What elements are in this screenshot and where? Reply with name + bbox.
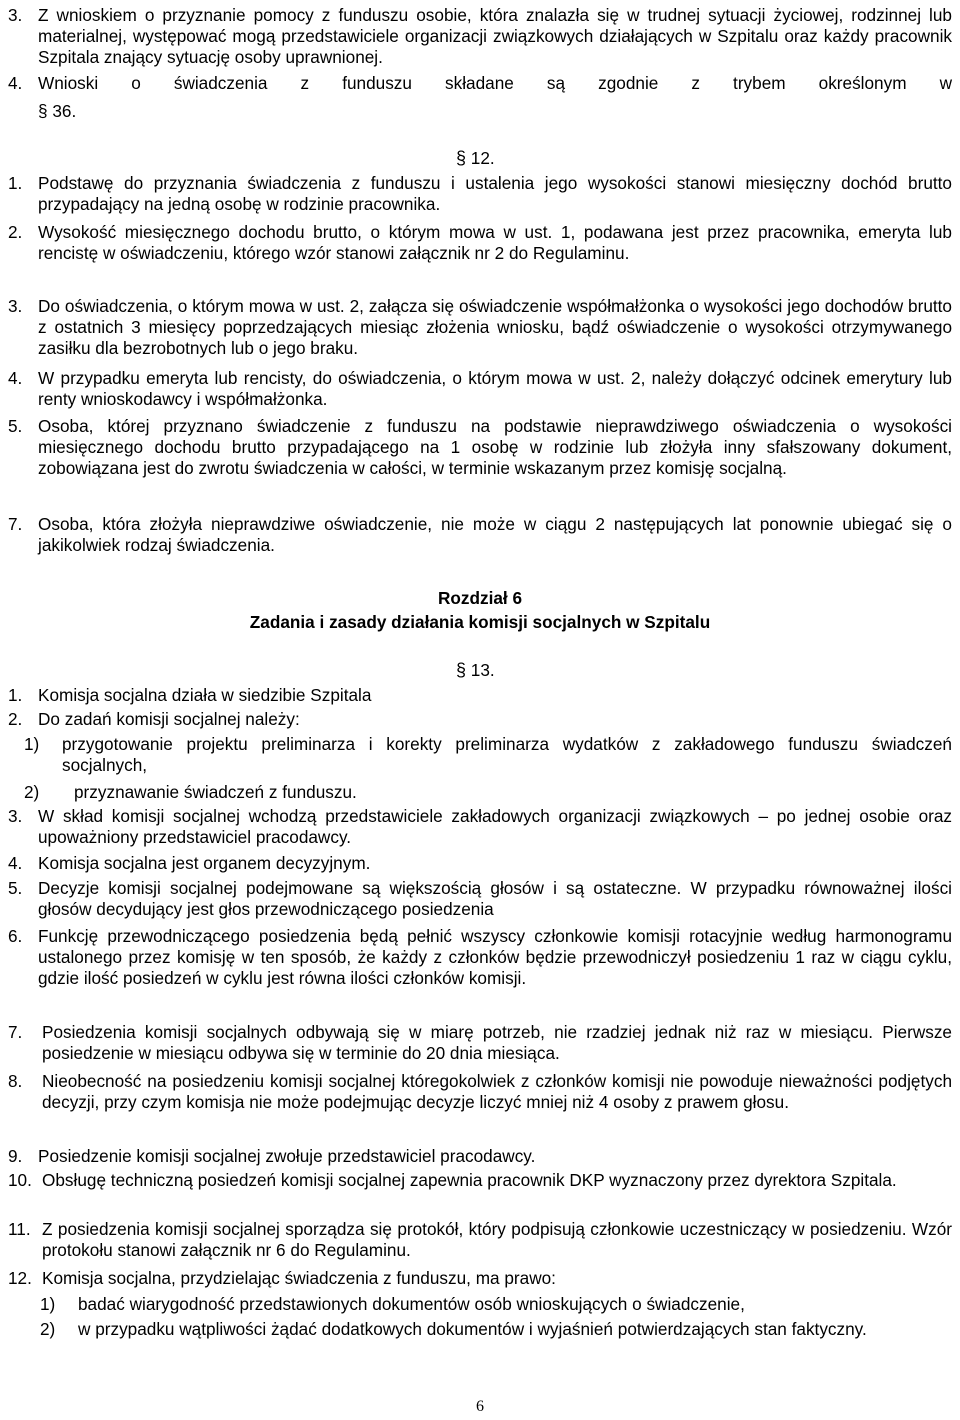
- item-text: Posiedzenie komisji socjalnej zwołuje przedstawiciel pracodawcy.: [38, 1146, 536, 1166]
- list-item: [8, 878, 952, 920]
- item-number: 9.: [8, 1146, 23, 1166]
- list-item: [8, 1146, 952, 1167]
- section-number: 13.: [470, 660, 495, 680]
- item-text: Posiedzenia komisji socjalnych odbywają się w miarę potrzeb, nie rzadziej jednak niż raz w miesiącu. Pierwsze posiedzenie w miesiącu odbywa się w terminie do 20 dnia miesiąca.: [42, 1022, 952, 1063]
- list-item: [8, 853, 952, 874]
- list-item: [8, 5, 952, 68]
- list-item: [8, 709, 952, 730]
- paragraph-symbol: §: [456, 148, 467, 168]
- reference-text: 36.: [52, 101, 77, 121]
- list-item: [8, 416, 952, 479]
- chapter-subtitle: Zadania i zasady działania komisji socjalnych w Szpitalu: [249, 612, 711, 632]
- item-number: 3.: [8, 806, 23, 826]
- item-text: przygotowanie projektu preliminarza i korekty preliminarza wydatków z zakładowego funduszu świadczeń socjalnych,: [62, 734, 952, 775]
- item-number: 4.: [8, 73, 23, 93]
- item-text: Komisja socjalna jest organem decyzyjnym.: [38, 853, 371, 873]
- list-item: [8, 1268, 952, 1289]
- list-item: [8, 1022, 952, 1064]
- item-text: Osoba, która złożyła nieprawdziwe oświadczenie, nie może w ciągu 2 następujących lat ponownie ubiegać się o jakikolwiek rodzaj świadczenia.: [38, 514, 952, 555]
- item-text: Nieobecność na posiedzeniu komisji socjalnej któregokolwiek z członków komisji nie powoduje nieważności podjętych decyzji, przy czym komisja nie może podejmując decyzje liczyć mniej niż 4 osoby z prawem głosu.: [42, 1071, 952, 1112]
- item-number: 5.: [8, 416, 23, 436]
- page-number: 6: [476, 1398, 484, 1415]
- item-number: 2): [24, 782, 40, 802]
- paragraph-symbol: §: [456, 660, 467, 680]
- section-heading: [456, 660, 495, 681]
- list-item: [8, 806, 952, 848]
- list-item: [8, 222, 952, 264]
- item-number: 2.: [8, 709, 23, 729]
- item-text: Wnioski o świadczenia z funduszu składane są zgodnie z trybem określonym w: [38, 73, 952, 93]
- item-text: Komisja socjalna, przydzielając świadczenia z funduszu, ma prawo:: [42, 1268, 556, 1288]
- item-number: 3.: [8, 296, 23, 316]
- item-number: 11.: [8, 1219, 31, 1239]
- item-text: Z wnioskiem o przyznanie pomocy z funduszu osobie, która znalazła się w trudnej sytuacji życiowej, rodzinnej lub materialnej, występować mogą przedstawiciele organizacji związkowych działających w Szpitalu oraz każdy pracownik Szpitala znający sytuację osoby uprawnionej.: [38, 5, 952, 67]
- sub-list-item: [24, 782, 952, 803]
- item-number: 7.: [8, 514, 23, 534]
- list-item: [8, 514, 952, 556]
- item-text: Do oświadczenia, o którym mowa w ust. 2, załącza się oświadczenie współmałżonka o wysokości jego dochodów brutto z ostatnich 3 miesięcy poprzedzających miesiąc złożenia wniosku, bądź oświadczenie o wysokości otrzymywanego zasiłku dla bezrobotnych lub o jego braku.: [38, 296, 952, 358]
- item-text: Decyzje komisji socjalnej podejmowane są większością głosów i są ostateczne. W przypadku równoważnej ilości głosów decydujący jest głos przewodniczącego posiedzenia: [38, 878, 952, 919]
- item-number: 8.: [8, 1071, 23, 1091]
- item-number: 5.: [8, 878, 23, 898]
- item-number: 1): [24, 734, 40, 754]
- item-number: 4.: [8, 368, 23, 388]
- list-item: [8, 1071, 952, 1113]
- item-text: Podstawę do przyznania świadczenia z funduszu i ustalenia jego wysokości stanowi miesięczny dochód brutto przypadający na jedną osobę w rodzinie pracownika.: [38, 173, 952, 214]
- list-item: [8, 368, 952, 410]
- list-item: [8, 926, 952, 989]
- item-text: Do zadań komisji socjalnej należy:: [38, 709, 300, 729]
- sub-list-item: [24, 734, 952, 776]
- list-item: [8, 1170, 952, 1191]
- item-text: badać wiarygodność przedstawionych dokumentów osób wnioskujących o świadczenie,: [78, 1294, 745, 1314]
- item-number: 4.: [8, 853, 23, 873]
- item-text: Funkcję przewodniczącego posiedzenia będą pełnić wszyscy członkowie komisji rotacyjnie według harmonogramu ustalonego przez komisję w ten sposób, że każdy z członków będzie przewodniczył posiedzeniu 1 raz w ciągu cyklu, gdzie ilość posiedzeń w cyklu jest równa ilości członków komisji.: [38, 926, 952, 988]
- sub-list-item: [40, 1294, 952, 1315]
- sub-list-item: [40, 1319, 952, 1340]
- item-number: 3.: [8, 5, 23, 25]
- item-text: Komisja socjalna działa w siedzibie Szpitala: [38, 685, 372, 705]
- item-number: 7.: [8, 1022, 23, 1042]
- chapter-title: Rozdział 6: [437, 588, 523, 608]
- item-number: 1.: [8, 685, 23, 705]
- paragraph-symbol: §: [38, 101, 48, 121]
- item-number: 1.: [8, 173, 23, 193]
- item-number: 2.: [8, 222, 23, 242]
- item-text: Wysokość miesięcznego dochodu brutto, o którym mowa w ust. 1, podawana jest przez pracownika, emeryta lub rencistę w oświadczeniu, którego wzór stanowi załącznik nr 2 do Regulaminu.: [38, 222, 952, 263]
- item-text: przyznawanie świadczeń z funduszu.: [74, 782, 357, 802]
- item-number: 10.: [8, 1170, 32, 1190]
- item-text: Z posiedzenia komisji socjalnej sporządza się protokół, który podpisują członkowie uczestniczący w posiedzeniu. Wzór protokołu stanowi załącznik nr 6 do Regulaminu.: [42, 1219, 952, 1260]
- list-item: [8, 173, 952, 215]
- list-item: [8, 685, 952, 706]
- item-text: Obsługę techniczną posiedzeń komisji socjalnej zapewnia pracownik DKP wyznaczony przez dyrektora Szpitala.: [42, 1170, 897, 1190]
- item-number: 1): [40, 1294, 56, 1314]
- section-number: 12.: [470, 148, 495, 168]
- item-text: W przypadku emeryta lub rencisty, do oświadczenia, o którym mowa w ust. 2, należy dołączyć odcinek emerytury lub renty wnioskodawcy i współmałżonka.: [38, 368, 952, 409]
- item-number: 12.: [8, 1268, 32, 1288]
- item-text: w przypadku wątpliwości żądać dodatkowych dokumentów i wyjaśnień potwierdzających stan faktyczny.: [78, 1319, 867, 1339]
- item-text: W skład komisji socjalnej wchodzą przedstawiciele zakładowych organizacji związkowych – po jednej osobie oraz upoważniony przedstawiciel pracodawcy.: [38, 806, 952, 847]
- item-number: 6.: [8, 926, 23, 946]
- list-item: [8, 296, 952, 359]
- item-number: 2): [40, 1319, 56, 1339]
- section-heading: [456, 148, 495, 169]
- list-item: [8, 1219, 952, 1261]
- section-reference: [38, 101, 76, 122]
- item-text: Osoba, której przyznano świadczenie z funduszu na podstawie nieprawdziwego oświadczenia o wysokości miesięcznego dochodu brutto przypadającego na 1 osobę w rodzinie lub złożyła inny sfałszowany dokument, zobowiązana jest do zwrotu świadczenia w całości, w terminie wskazanym przez komisję socjalną.: [38, 416, 952, 478]
- list-item: [8, 73, 952, 94]
